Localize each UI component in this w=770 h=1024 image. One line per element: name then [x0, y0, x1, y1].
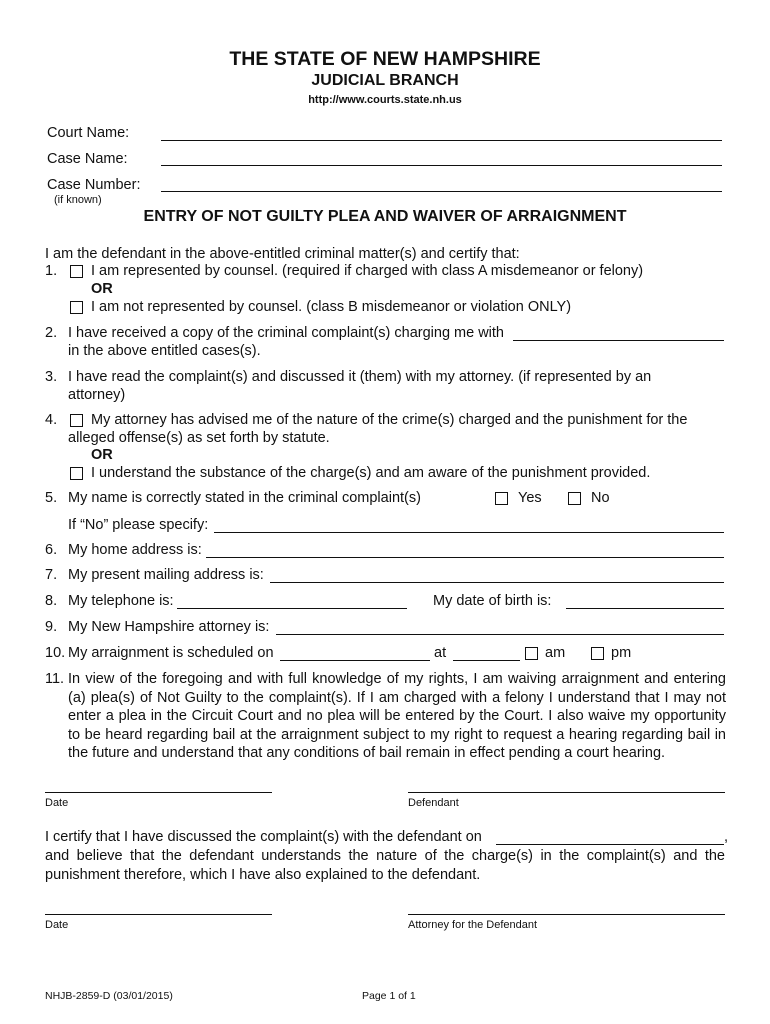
dob-field[interactable]	[566, 608, 724, 609]
arraignment-time-field[interactable]	[453, 660, 520, 661]
mailing-address-field[interactable]	[270, 582, 724, 583]
attorney-advised-label: My attorney has advised me of the nature of the crime(s) charged and the punishment for the	[91, 412, 688, 428]
item-2-text-cont: in the above entitled cases(s).	[68, 343, 261, 359]
state-title: THE STATE OF NEW HAMPSHIRE	[229, 48, 541, 70]
or-label-2: OR	[91, 447, 113, 463]
telephone-label: My telephone is:	[68, 593, 174, 609]
name-correct-yes-checkbox[interactable]	[495, 492, 508, 505]
item-7-number: 7.	[45, 567, 58, 583]
attorney-advised-checkbox[interactable]	[70, 414, 83, 427]
form-title: ENTRY OF NOT GUILTY PLEA AND WAIVER OF ARRAIGNMENT	[143, 208, 627, 225]
item-2-text: I have received a copy of the criminal complaint(s) charging me with	[68, 325, 504, 341]
certification-comma: ,	[724, 829, 729, 845]
case-number-field[interactable]	[161, 191, 722, 192]
item-2-number: 2.	[45, 325, 58, 341]
item-10-number: 10.	[45, 645, 66, 661]
date-signature-line-1[interactable]	[45, 792, 272, 793]
yes-label: Yes	[518, 490, 542, 506]
form-id: NHJB-2859-D (03/01/2015)	[45, 990, 173, 1002]
attorney-advised-label-cont: alleged offense(s) as set forth by statute.	[68, 430, 330, 446]
branch-title: JUDICIAL BRANCH	[311, 72, 459, 89]
date-label-2: Date	[45, 919, 69, 931]
not-represented-checkbox[interactable]	[70, 301, 83, 314]
date-signature-line-2[interactable]	[45, 914, 272, 915]
case-name-field[interactable]	[161, 165, 722, 166]
dob-label: My date of birth is:	[433, 593, 552, 609]
telephone-field[interactable]	[177, 608, 407, 609]
arraignment-date-field[interactable]	[280, 660, 430, 661]
attorney-label: Attorney for the Defendant	[408, 919, 538, 931]
am-label: am	[545, 645, 566, 661]
represented-checkbox[interactable]	[70, 265, 83, 278]
intro-text: I am the defendant in the above-entitled criminal matter(s) and certify that:	[45, 246, 520, 262]
defendant-label: Defendant	[408, 797, 459, 809]
court-name-label: Court Name:	[47, 125, 130, 141]
item-9-number: 9.	[45, 619, 58, 635]
if-known-note: (if known)	[54, 194, 102, 206]
arraignment-label: My arraignment is scheduled on	[68, 645, 274, 661]
waiver-paragraph: In view of the foregoing and with full knowledge of my rights, I am waiving arraignment and entering (a) plea(s) of Not Guilty to the complaint(s). If I am charged with a felony I understand that I may not enter a plea in the Circuit Court and no plea will be entered by the Court. I also waive my opportunity to be heard regarding bail at the arraignment subject to my right to request a hearing regarding bail in the future and understand that any conditions of bail remain in effect pending a court hearing.	[68, 671, 726, 761]
court-url[interactable]: http://www.courts.state.nh.us	[308, 94, 462, 106]
mailing-address-label: My present mailing address is:	[68, 567, 264, 583]
represented-label: I am represented by counsel. (required if charged with class A misdemeanor or felony)	[91, 263, 644, 279]
court-name-field[interactable]	[161, 140, 722, 141]
item-5-number: 5.	[45, 490, 58, 506]
case-number-label: Case Number:	[47, 177, 141, 193]
at-label: at	[434, 645, 447, 661]
home-address-label: My home address is:	[68, 542, 202, 558]
item-5-text: My name is correctly stated in the criminal complaint(s)	[68, 490, 421, 506]
name-correct-no-checkbox[interactable]	[568, 492, 581, 505]
item-6-number: 6.	[45, 542, 58, 558]
attorney-name-field[interactable]	[276, 634, 724, 635]
item-4-number: 4.	[45, 412, 58, 428]
home-address-field[interactable]	[206, 557, 724, 558]
item-3-number: 3.	[45, 369, 58, 385]
attorney-signature-line[interactable]	[408, 914, 725, 915]
pm-checkbox[interactable]	[591, 647, 604, 660]
am-checkbox[interactable]	[525, 647, 538, 660]
discussed-date-field[interactable]	[496, 844, 724, 845]
date-label-1: Date	[45, 797, 69, 809]
no-label: No	[591, 490, 610, 506]
item-3-text: I have read the complaint(s) and discussed it (them) with my attorney. (if represented by an	[68, 369, 652, 385]
not-represented-label: I am not represented by counsel. (class B misdemeanor or violation ONLY)	[91, 299, 572, 315]
item-3-text-cont: attorney)	[68, 387, 126, 403]
case-name-label: Case Name:	[47, 151, 128, 167]
or-label-1: OR	[91, 281, 113, 297]
certification-text: I certify that I have discussed the complaint(s) with the defendant on	[45, 829, 482, 845]
understand-charge-checkbox[interactable]	[70, 467, 83, 480]
understand-charge-label: I understand the substance of the charge(s) and am aware of the punishment provided.	[91, 465, 651, 481]
attorney-name-label: My New Hampshire attorney is:	[68, 619, 270, 635]
specify-field[interactable]	[214, 532, 724, 533]
page-number: Page 1 of 1	[362, 990, 416, 1002]
item-11-number: 11.	[45, 671, 65, 687]
item-1-number: 1.	[45, 263, 58, 279]
specify-label: If “No” please specify:	[68, 517, 209, 533]
item-8-number: 8.	[45, 593, 58, 609]
pm-label: pm	[611, 645, 632, 661]
certification-text-cont: and believe that the defendant understands the nature of the charge(s) in the complaint(s) and the punishment therefore, which I have also explained to the defendant.	[45, 848, 725, 883]
defendant-signature-line[interactable]	[408, 792, 725, 793]
charge-field[interactable]	[513, 340, 724, 341]
